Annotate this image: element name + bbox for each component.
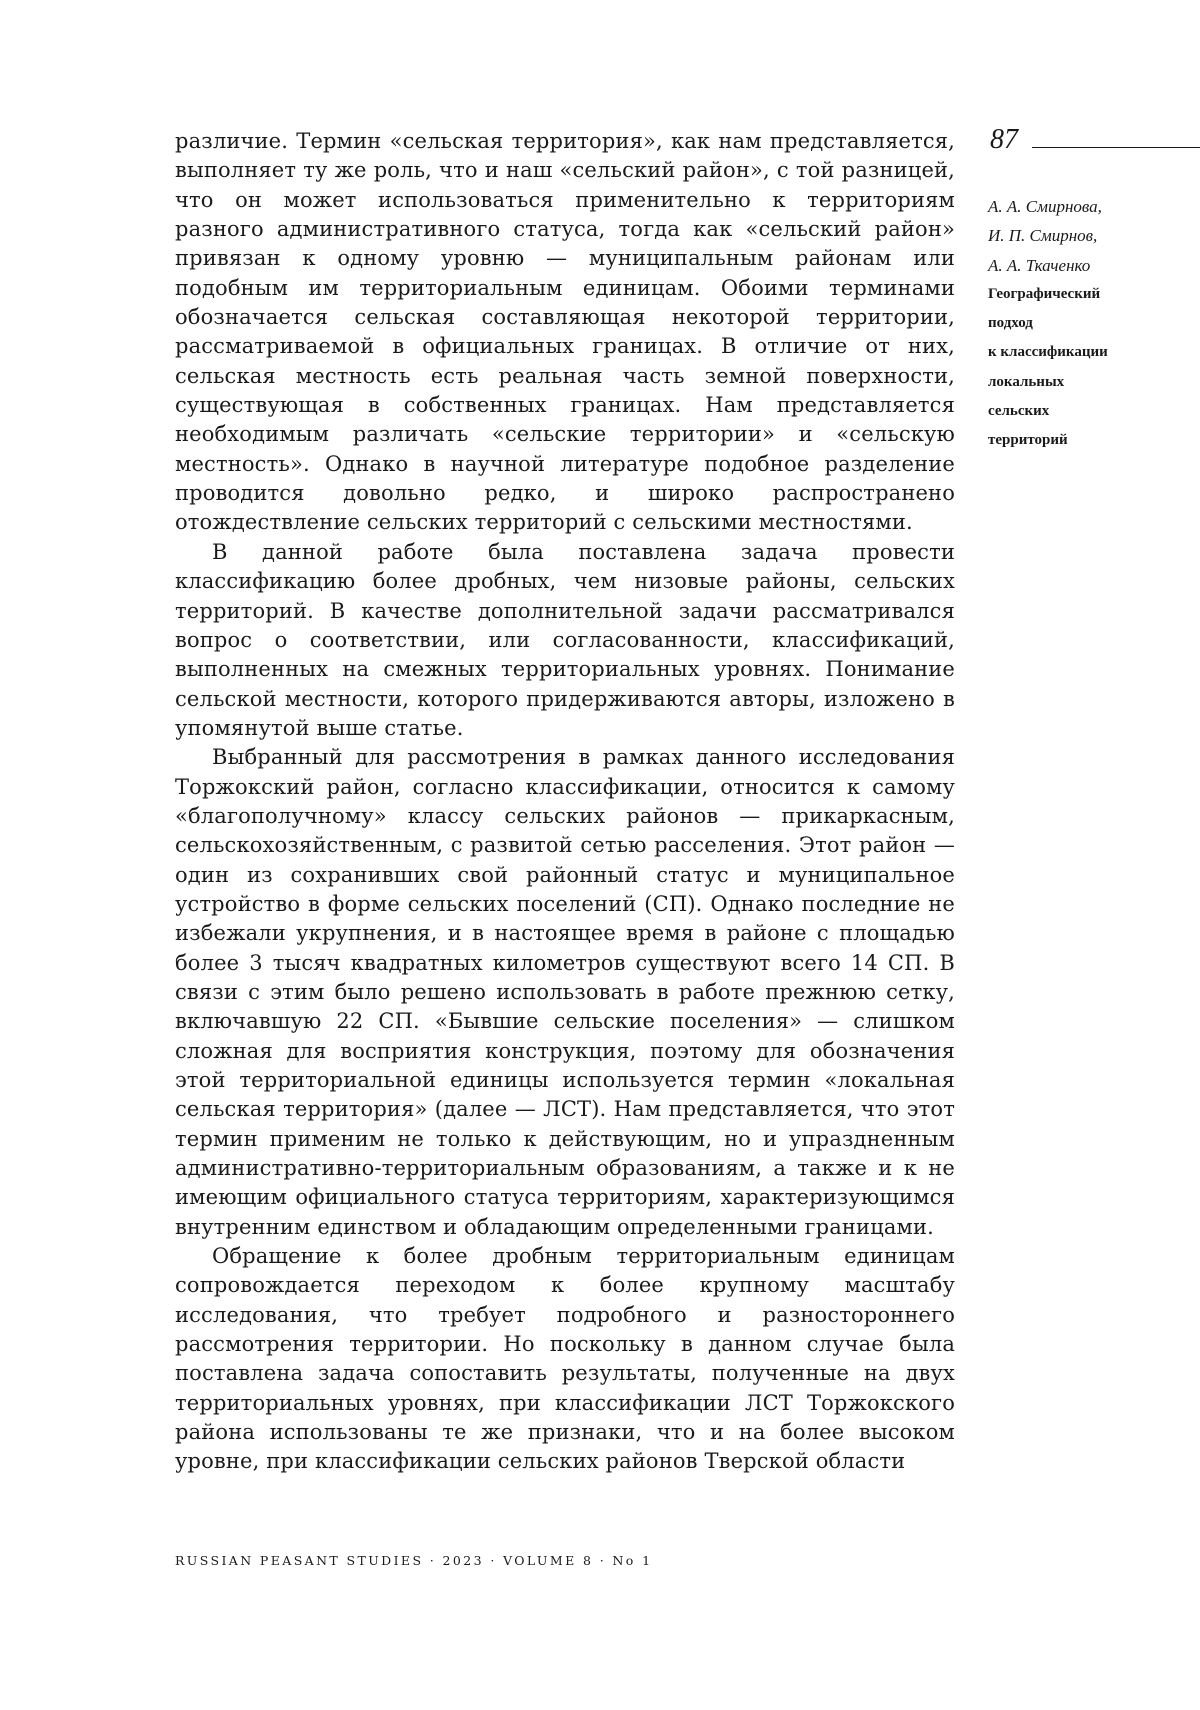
author-line: А. А. Ткаченко <box>988 255 1091 275</box>
journal-footer: RUSSIAN PEASANT STUDIES · 2023 · VOLUME 8 · No 1 <box>175 1553 653 1568</box>
page-number: 87 <box>990 124 1018 155</box>
author-line: И. П. Смирнов, <box>988 226 1098 246</box>
paragraph-2: В данной работе была поставлена задача провести классификацию более дробных, чем низовые районы, сельских территорий. В качестве дополнительной задачи рассматривался вопрос о соответствии, или согласованности, классификаций, выполненных на смежных территориальных уровнях. Понимание сельской местности, которого придерживаются авторы, изложено в упомянутой выше статье. <box>175 539 955 740</box>
paragraph-4: Обращение к более дробным территориальным единицам сопровождается переходом к более крупному масштабу исследования, что требует подробного и разностороннего рассмотрения территории. Но поскольку в данном случае была поставлена задача сопоставить результаты, полученные на двух территориальных уровнях, при классификации ЛСТ Торжокского района использованы те же признаки, что и на более высоком уровне, при классификации сельских районов Тверской области <box>175 1244 955 1474</box>
header-rule <box>1032 147 1200 148</box>
running-head-sidebar <box>988 192 1188 456</box>
article-title-line: локальных <box>988 373 1065 390</box>
article-body <box>175 127 955 1477</box>
paragraph-1: различие. Термин «сельская территория», как нам представляется, выполняет ту же роль, что и наш «сельский район», с той разницей, что он может использоваться применительно к территориям разного административного статуса, тогда как «сельский район» привязан к одному уровню — муниципальным районам или подобным им территориальным единицам. Обоими терминами обозначается сельская составляющая некоторой территории, рассматриваемой в официальных границах. В отличие от них, сельская местность есть реальная часть земной поверхности, существующая в собственных границах. Нам представляется необходимым различать «сельские территории» и «сельскую местность». Однако в научной литературе подобное разделение проводится довольно редко, и широко распространено отождествление сельских территорий с сельскими местностями. <box>175 129 955 535</box>
article-title-line: к классификации <box>988 344 1108 361</box>
author-line: А. А. Смирнова, <box>988 197 1102 216</box>
paragraph-3: Выбранный для рассмотрения в рамках данного исследования Торжокский район, согласно классификации, относится к самому «благополучному» классу сельских районов — прикаркасным, сельскохозяйственным, с развитой сетью расселения. Этот район — один из сохранивших свой районный статус и муниципальное устройство в форме сельских поселений (СП). Однако последние не избежали укрупнения, и в настоящее время в районе с площадью более 3 тысяч квадратных километров существуют всего 14 СП. В связи с этим было решено использовать в работе прежнюю сетку, включавшую 22 СП. «Бывшие сельские поселения» — слишком сложная для восприятия конструкция, поэтому для обозначения этой территориальной единицы используется термин «локальная сельская территория» (далее — ЛСТ). Нам представляется, что этот термин применим не только к действующим, но и упраздненным административно-территориальным образованиям, а также и к не имеющим официального статуса территориям, характеризующимся внутренним единством и обладающим определенными границами. <box>175 745 955 1239</box>
article-title-line: Географический <box>988 285 1101 302</box>
article-title-line: сельских <box>988 403 1050 420</box>
article-title-line: территорий <box>988 432 1068 449</box>
article-title-line: подход <box>988 315 1033 332</box>
